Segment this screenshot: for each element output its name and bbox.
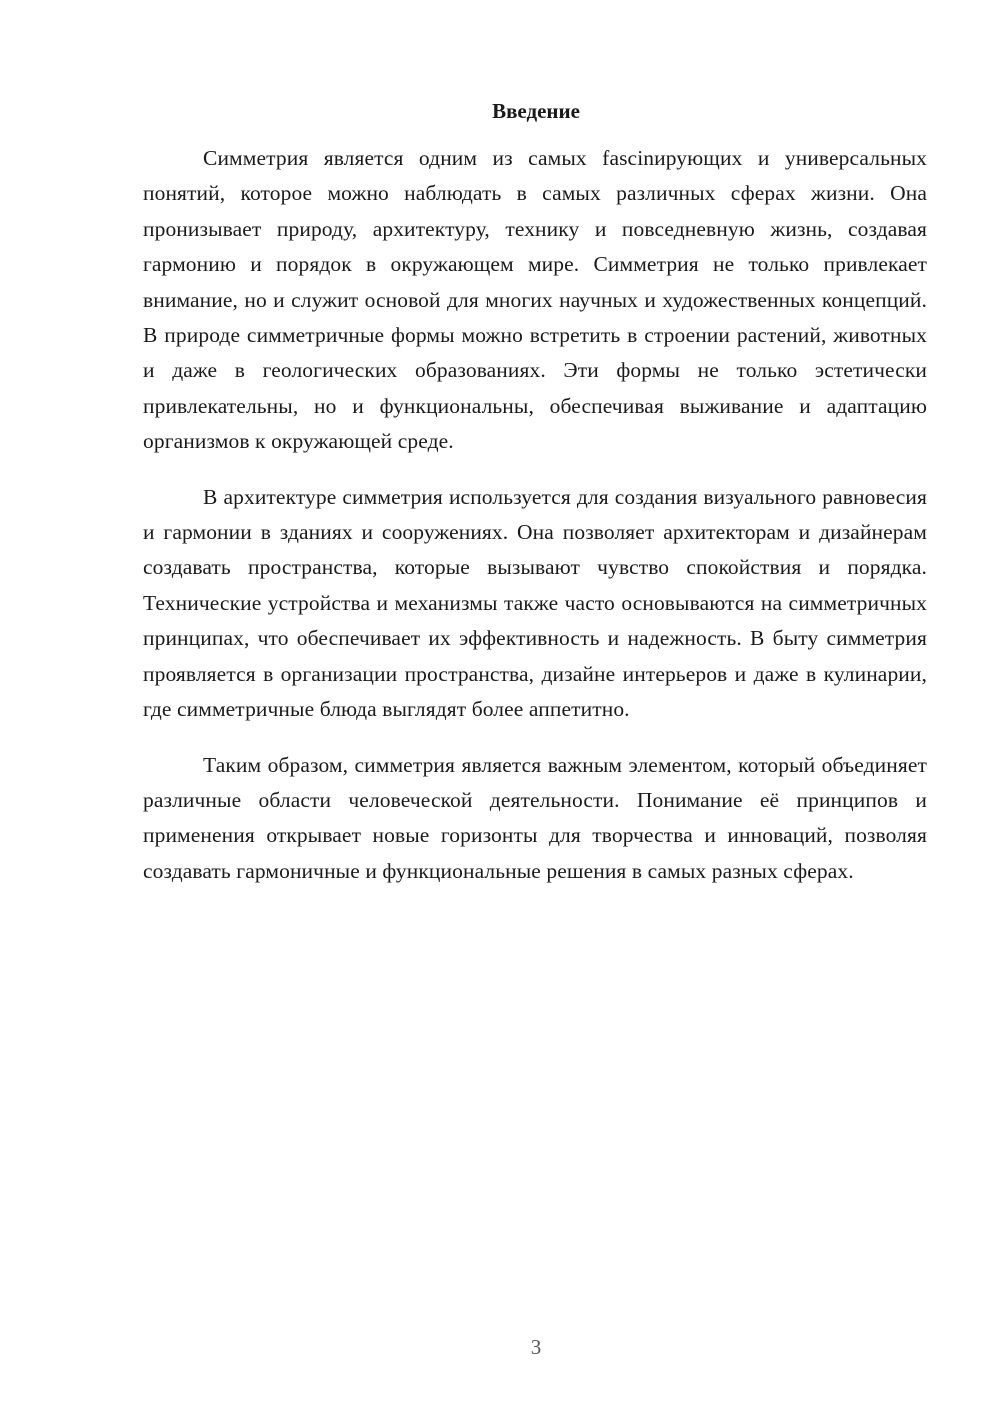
page-number: 3 <box>530 1335 542 1359</box>
page-title: Введение <box>492 99 580 123</box>
body-text <box>143 141 927 909</box>
paragraph-2: В архитектуре симметрия используется для создания визуального равновесия и гармонии в зданиях и сооружениях. Она позволяет архитекторам и дизайнерам создавать пространства, которые вызывают чувство спокойствия и порядка. Технические устройства и механизмы также часто основываются на симметричных принципах, что обеспечивает их эффективность и надежность. В быту симметрия проявляется в организации пространства, дизайне интерьеров и даже в кулинарии, где симметричные блюда выглядят более аппетитно. <box>143 484 927 722</box>
paragraph-3: Таким образом, симметрия является важным элементом, который объединяет различные области человеческой деятельности. Понимание её принципов и применения открывает новые горизонты для творчества и инноваций, позволяя создавать гармоничные и функциональные решения в самых разных сферах. <box>143 752 927 883</box>
paragraph-1: Симметрия является одним из самых fascinирующих и универсальных понятий, которое можно наблюдать в самых различных сферах жизни. Она пронизывает природу, архитектуру, технику и повседневную жизнь, создавая гармонию и порядок в окружающем мире. Симметрия не только привлекает внимание, но и служит основой для многих научных и художественных концепций. В природе симметричные формы можно встретить в строении растений, животных и даже в геологических образованиях. Эти формы не только эстетически привлекательны, но и функциональны, обеспечивая выживание и адаптацию организмов к окружающей среде. <box>143 146 927 454</box>
